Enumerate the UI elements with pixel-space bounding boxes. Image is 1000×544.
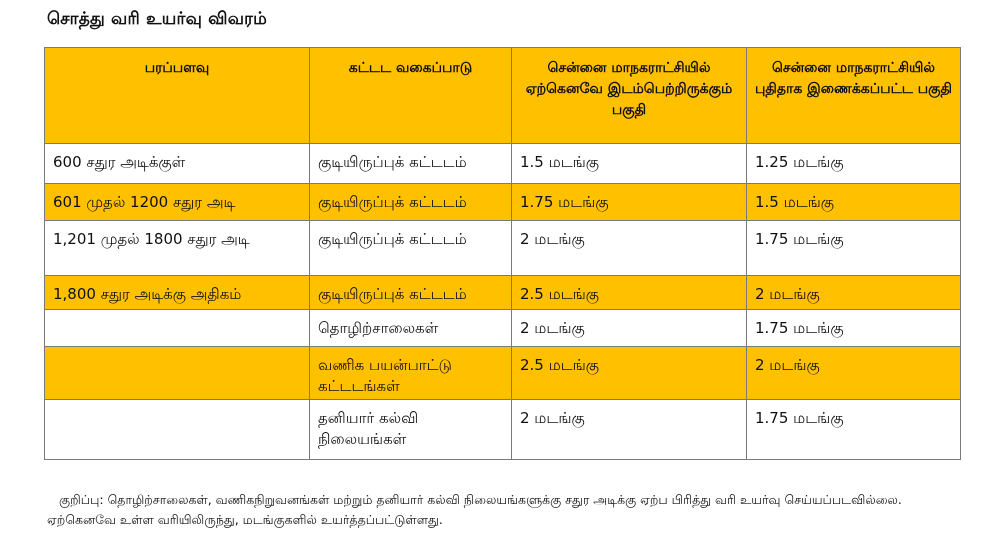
page-title: சொத்து வரி உயர்வு விவரம் (47, 9, 268, 29)
cell-existing: 2 மடங்கு (512, 221, 747, 276)
cell-new: 2 மடங்கு (747, 347, 961, 400)
cell-area (45, 400, 310, 460)
cell-new: 2 மடங்கு (747, 276, 961, 310)
cell-existing: 1.5 மடங்கு (512, 144, 747, 184)
table-header-row (45, 48, 961, 144)
table-row (45, 184, 961, 221)
cell-area: 601 முதல் 1200 சதுர அடி (45, 184, 310, 221)
cell-new: 1.75 மடங்கு (747, 221, 961, 276)
cell-area (45, 310, 310, 347)
cell-area: 1,800 சதுர அடிக்கு அதிகம் (45, 276, 310, 310)
cell-type: குடியிருப்புக் கட்டடம் (310, 221, 512, 276)
header-new-area: சென்னை மாநகராட்சியில் புதிதாக இணைக்கப்பட்ட பகுதி (747, 48, 961, 144)
cell-existing: 1.75 மடங்கு (512, 184, 747, 221)
cell-type: வணிக பயன்பாட்டு கட்டடங்கள் (310, 347, 512, 400)
cell-existing: 2.5 மடங்கு (512, 347, 747, 400)
cell-new: 1.75 மடங்கு (747, 400, 961, 460)
table-row (45, 144, 961, 184)
header-area: பரப்பளவு (45, 48, 310, 144)
table-row (45, 221, 961, 276)
footnote: குறிப்பு: தொழிற்சாலைகள், வணிகநிறுவனங்கள் மற்றும் தனியார் கல்வி நிலையங்களுக்கு சதுர அடிக்கு ஏற்ப பிரித்து வரி உயர்வு செய்யப்படவில்லை. ஏற்கெனவே உள்ள வரியிலிருந்து, மடங்குகளில் உயர்த்தப்பட்டுள்ளது. (47, 492, 902, 527)
cell-existing: 2 மடங்கு (512, 400, 747, 460)
cell-area: 1,201 முதல் 1800 சதுர அடி (45, 221, 310, 276)
table-row (45, 276, 961, 310)
table-row (45, 347, 961, 400)
cell-area (45, 347, 310, 400)
cell-area: 600 சதுர அடிக்குள் (45, 144, 310, 184)
property-tax-table (44, 47, 961, 460)
cell-new: 1.75 மடங்கு (747, 310, 961, 347)
cell-type: குடியிருப்புக் கட்டடம் (310, 184, 512, 221)
header-building-type: கட்டட வகைப்பாடு (310, 48, 512, 144)
cell-type: குடியிருப்புக் கட்டடம் (310, 276, 512, 310)
table-row (45, 310, 961, 347)
cell-existing: 2 மடங்கு (512, 310, 747, 347)
cell-type: தனியார் கல்வி நிலையங்கள் (310, 400, 512, 460)
cell-new: 1.25 மடங்கு (747, 144, 961, 184)
cell-type: குடியிருப்புக் கட்டடம் (310, 144, 512, 184)
cell-existing: 2.5 மடங்கு (512, 276, 747, 310)
cell-new: 1.5 மடங்கு (747, 184, 961, 221)
cell-type: தொழிற்சாலைகள் (310, 310, 512, 347)
table-row (45, 400, 961, 460)
header-existing-area: சென்னை மாநகராட்சியில் ஏற்கெனவே இடம்பெற்றிருக்கும் பகுதி (512, 48, 747, 144)
